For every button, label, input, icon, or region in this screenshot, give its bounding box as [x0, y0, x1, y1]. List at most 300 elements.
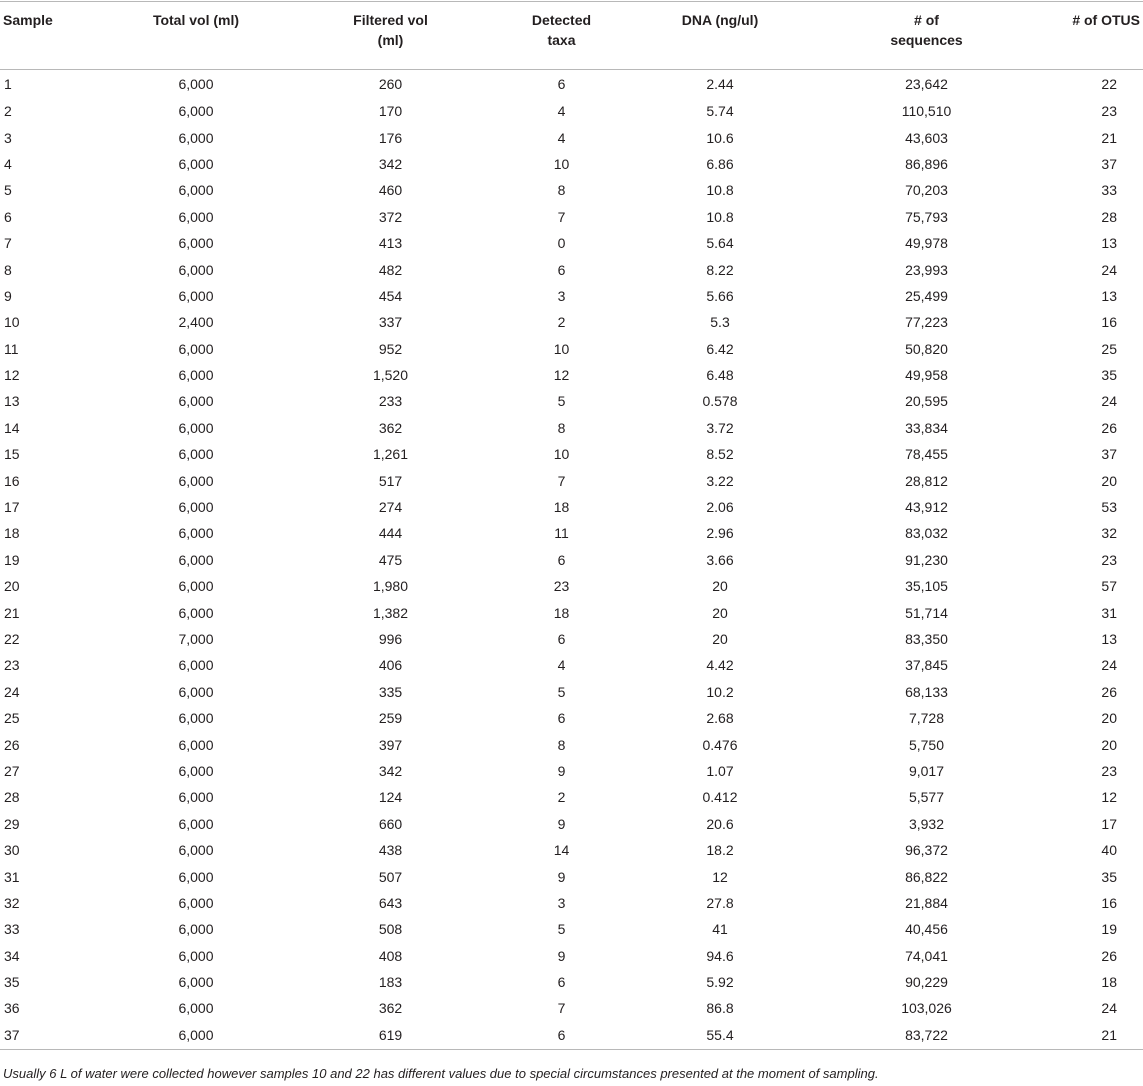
table-row — [0, 362, 1143, 388]
cell-dna: 12 — [712, 868, 728, 885]
table-footnote: Usually 6 L of water were collected however samples 10 and 22 has different values due to special circumstances presented at the moment of sampling. — [3, 1066, 879, 1081]
cell-otus: 13 — [1101, 631, 1117, 647]
cell-dna: 2.06 — [706, 499, 734, 516]
cell-sequences: 86,896 — [905, 155, 948, 172]
table-row — [0, 679, 1143, 705]
cell-total-vol: 6,000 — [178, 842, 214, 859]
cell-total-vol: 6,000 — [178, 367, 214, 384]
cell-detected-taxa: 6 — [557, 261, 566, 278]
header-row — [0, 0, 1143, 59]
cell-total-vol: 6,000 — [178, 155, 214, 172]
cell-dna: 2.96 — [706, 525, 734, 542]
cell-detected-taxa: 7 — [557, 472, 566, 489]
cell-dna: 6.86 — [706, 155, 734, 172]
cell-dna: 20 — [712, 578, 728, 595]
cell-sequences: 3,932 — [908, 815, 945, 832]
table-row — [0, 415, 1143, 441]
cell-detected-taxa: 6 — [557, 710, 566, 727]
cell-detected-taxa: 0 — [557, 235, 566, 252]
cell-otus: 40 — [1101, 842, 1117, 859]
cell-total-vol: 6,000 — [178, 789, 214, 806]
cell-detected-taxa: 9 — [557, 947, 566, 964]
cell-otus: 13 — [1101, 287, 1117, 304]
cell-detected-taxa: 5 — [557, 683, 566, 700]
cell-dna: 0.412 — [702, 789, 738, 806]
cell-sequences: 35,105 — [905, 578, 948, 595]
cell-otus: 24 — [1101, 1000, 1117, 1017]
cell-filtered-vol: 1,980 — [372, 578, 409, 595]
cell-detected-taxa: 3 — [557, 894, 566, 911]
table-row — [0, 177, 1143, 203]
cell-sequences: 20,595 — [905, 393, 948, 410]
cell-otus: 53 — [1101, 499, 1117, 516]
cell-filtered-vol: 176 — [378, 129, 403, 146]
table-row — [0, 441, 1143, 467]
cell-sequences: 7,728 — [908, 710, 945, 727]
cell-sample: 36 — [4, 1000, 20, 1017]
header-dna: DNA (ng/ul) — [681, 12, 759, 28]
cell-sequences: 74,041 — [905, 947, 948, 964]
cell-dna: 5.64 — [706, 235, 734, 252]
cell-dna: 10.6 — [706, 129, 734, 146]
cell-detected-taxa: 6 — [557, 1026, 566, 1043]
cell-otus: 31 — [1101, 604, 1117, 621]
cell-otus: 37 — [1101, 155, 1117, 172]
cell-otus: 26 — [1101, 947, 1117, 964]
cell-total-vol: 6,000 — [178, 710, 214, 727]
cell-filtered-vol: 406 — [378, 657, 403, 674]
cell-total-vol: 6,000 — [178, 1000, 214, 1017]
cell-dna: 8.52 — [706, 446, 734, 463]
cell-otus: 20 — [1101, 472, 1117, 489]
cell-filtered-vol: 444 — [378, 525, 403, 542]
cell-total-vol: 6,000 — [178, 235, 214, 252]
cell-sample: 35 — [4, 974, 20, 991]
cell-detected-taxa: 8 — [557, 736, 566, 753]
cell-total-vol: 6,000 — [178, 921, 214, 938]
cell-otus: 33 — [1101, 182, 1117, 199]
table-row — [0, 758, 1143, 784]
cell-detected-taxa: 2 — [557, 789, 566, 806]
cell-sample: 32 — [4, 894, 20, 911]
cell-total-vol: 6,000 — [178, 894, 214, 911]
cell-total-vol: 6,000 — [178, 419, 214, 436]
cell-dna: 5.3 — [710, 314, 730, 331]
cell-otus: 26 — [1101, 419, 1117, 436]
table-row — [0, 1022, 1143, 1048]
table-row — [0, 151, 1143, 177]
cell-total-vol: 6,000 — [178, 499, 214, 516]
cell-filtered-vol: 362 — [378, 1000, 403, 1017]
cell-otus: 16 — [1101, 314, 1117, 331]
cell-sample: 4 — [4, 155, 12, 172]
cell-sample: 6 — [4, 208, 12, 225]
cell-detected-taxa: 11 — [554, 525, 569, 542]
cell-detected-taxa: 23 — [553, 578, 570, 595]
table-row — [0, 837, 1143, 863]
cell-total-vol: 6,000 — [178, 287, 214, 304]
cell-sequences: 49,978 — [905, 235, 948, 252]
table-row — [0, 995, 1143, 1021]
cell-total-vol: 6,000 — [178, 578, 214, 595]
cell-sequences: 51,714 — [905, 604, 948, 621]
cell-sample: 26 — [4, 736, 20, 753]
cell-filtered-vol: 454 — [378, 287, 403, 304]
cell-sample: 18 — [4, 525, 20, 542]
cell-otus: 16 — [1101, 894, 1117, 911]
cell-sequences: 75,793 — [905, 208, 948, 225]
cell-detected-taxa: 18 — [553, 604, 570, 621]
cell-sequences: 23,642 — [905, 75, 948, 92]
cell-filtered-vol: 460 — [378, 182, 403, 199]
cell-filtered-vol: 342 — [378, 155, 403, 172]
cell-filtered-vol: 335 — [378, 683, 403, 700]
cell-sequences: 25,499 — [905, 287, 948, 304]
cell-detected-taxa: 3 — [557, 287, 566, 304]
cell-dna: 8.22 — [706, 261, 734, 278]
cell-sequences: 96,372 — [905, 842, 948, 859]
cell-detected-taxa: 9 — [557, 762, 566, 779]
table-row — [0, 124, 1143, 150]
cell-dna: 6.42 — [706, 340, 734, 357]
cell-total-vol: 6,000 — [178, 974, 214, 991]
cell-otus: 13 — [1101, 235, 1117, 252]
cell-filtered-vol: 507 — [378, 868, 403, 885]
table-row — [0, 599, 1143, 625]
cell-dna: 3.66 — [706, 551, 734, 568]
cell-filtered-vol: 408 — [378, 947, 403, 964]
cell-sequences: 40,456 — [905, 921, 948, 938]
cell-sequences: 49,958 — [905, 367, 948, 384]
cell-total-vol: 6,000 — [178, 1026, 214, 1043]
cell-sequences: 50,820 — [905, 340, 948, 357]
cell-otus: 35 — [1101, 367, 1117, 384]
cell-otus: 23 — [1101, 551, 1117, 568]
cell-dna: 0.578 — [702, 393, 738, 410]
table-row — [0, 520, 1143, 546]
cell-dna: 20 — [712, 604, 728, 621]
cell-otus: 18 — [1101, 974, 1117, 991]
cell-sample: 5 — [4, 182, 12, 199]
table-row — [0, 784, 1143, 810]
cell-dna: 55.4 — [706, 1026, 734, 1043]
cell-detected-taxa: 5 — [557, 921, 566, 938]
cell-detected-taxa: 7 — [557, 208, 566, 225]
cell-otus: 35 — [1101, 868, 1117, 885]
cell-total-vol: 6,000 — [178, 393, 214, 410]
table-row — [0, 916, 1143, 942]
cell-detected-taxa: 6 — [557, 551, 566, 568]
cell-dna: 1.07 — [706, 762, 734, 779]
cell-filtered-vol: 337 — [378, 314, 403, 331]
cell-sample: 14 — [4, 419, 20, 436]
cell-sample: 29 — [4, 815, 20, 832]
cell-sequences: 103,026 — [901, 1000, 952, 1017]
cell-filtered-vol: 1,261 — [372, 446, 409, 463]
cell-sample: 7 — [4, 235, 12, 252]
cell-filtered-vol: 124 — [378, 789, 403, 806]
cell-total-vol: 6,000 — [178, 340, 214, 357]
cell-dna: 10.8 — [706, 208, 734, 225]
cell-detected-taxa: 4 — [557, 657, 566, 674]
cell-filtered-vol: 643 — [378, 894, 403, 911]
cell-detected-taxa: 8 — [557, 182, 566, 199]
table-row — [0, 283, 1143, 309]
cell-filtered-vol: 372 — [378, 208, 403, 225]
table-row — [0, 388, 1143, 414]
table-row — [0, 652, 1143, 678]
cell-filtered-vol: 170 — [378, 103, 403, 120]
cell-sequences: 21,884 — [905, 894, 948, 911]
cell-sequences: 5,577 — [908, 789, 945, 806]
cell-dna: 3.72 — [706, 419, 734, 436]
cell-filtered-vol: 259 — [378, 710, 403, 727]
cell-sample: 13 — [4, 393, 20, 410]
cell-sample: 33 — [4, 921, 20, 938]
cell-sample: 37 — [4, 1026, 20, 1043]
cell-filtered-vol: 183 — [378, 974, 403, 991]
cell-dna: 20.6 — [706, 815, 734, 832]
cell-detected-taxa: 10 — [553, 446, 570, 463]
cell-sequences: 9,017 — [908, 762, 945, 779]
cell-sequences: 70,203 — [905, 182, 948, 199]
cell-total-vol: 6,000 — [178, 947, 214, 964]
cell-detected-taxa: 8 — [557, 419, 566, 436]
cell-dna: 94.6 — [706, 947, 734, 964]
cell-sequences: 5,750 — [908, 736, 945, 753]
cell-total-vol: 6,000 — [178, 103, 214, 120]
cell-total-vol: 6,000 — [178, 762, 214, 779]
cell-sample: 19 — [4, 551, 20, 568]
cell-filtered-vol: 482 — [378, 261, 403, 278]
cell-sample: 17 — [4, 499, 20, 516]
header-otus: # of OTUS — [1072, 12, 1140, 28]
cell-sample: 3 — [4, 129, 12, 146]
cell-otus: 19 — [1101, 921, 1117, 938]
cell-filtered-vol: 260 — [378, 75, 403, 92]
cell-total-vol: 6,000 — [178, 657, 214, 674]
cell-sequences: 83,032 — [905, 525, 948, 542]
cell-sample: 16 — [4, 472, 20, 489]
cell-filtered-vol: 362 — [378, 419, 403, 436]
cell-total-vol: 2,400 — [178, 314, 214, 331]
cell-sample: 31 — [4, 868, 20, 885]
cell-filtered-vol: 438 — [378, 842, 403, 859]
cell-sample: 25 — [4, 710, 20, 727]
cell-sample: 22 — [4, 631, 20, 647]
cell-sample: 21 — [4, 604, 20, 621]
cell-sample: 12 — [4, 367, 20, 384]
cell-sequences: 86,822 — [905, 868, 948, 885]
cell-detected-taxa: 6 — [557, 974, 566, 991]
cell-sequences: 68,133 — [905, 683, 948, 700]
cell-total-vol: 6,000 — [178, 736, 214, 753]
cell-sequences: 43,603 — [905, 129, 948, 146]
cell-dna: 5.74 — [706, 103, 734, 120]
cell-total-vol: 6,000 — [178, 472, 214, 489]
table-row — [0, 98, 1143, 124]
cell-sample: 28 — [4, 789, 20, 806]
cell-detected-taxa: 10 — [553, 340, 570, 357]
cell-detected-taxa: 7 — [557, 1000, 566, 1017]
cell-filtered-vol: 342 — [378, 762, 403, 779]
table-row — [0, 204, 1143, 230]
cell-dna: 27.8 — [706, 894, 734, 911]
table-row — [0, 467, 1143, 493]
cell-total-vol: 6,000 — [178, 525, 214, 542]
cell-otus: 20 — [1101, 710, 1117, 727]
cell-filtered-vol: 660 — [378, 815, 403, 832]
table-row — [0, 494, 1143, 520]
cell-sample: 23 — [4, 657, 20, 674]
cell-dna: 6.48 — [706, 367, 734, 384]
table-row — [0, 890, 1143, 916]
table-row — [0, 59, 1143, 98]
cell-total-vol: 6,000 — [178, 604, 214, 621]
cell-otus: 21 — [1101, 129, 1117, 146]
cell-sequences: 77,223 — [905, 314, 948, 331]
table-row — [0, 731, 1143, 757]
header-sequences: # of sequences — [890, 12, 963, 48]
cell-detected-taxa: 4 — [557, 103, 566, 120]
cell-dna: 4.42 — [706, 657, 734, 674]
cell-filtered-vol: 233 — [378, 393, 403, 410]
cell-sample: 1 — [4, 75, 12, 92]
cell-sample: 27 — [4, 762, 20, 779]
table-row — [0, 230, 1143, 256]
cell-otus: 24 — [1101, 657, 1117, 674]
cell-total-vol: 6,000 — [178, 261, 214, 278]
cell-sequences: 83,722 — [905, 1026, 948, 1043]
cell-filtered-vol: 413 — [378, 235, 403, 252]
cell-otus: 24 — [1101, 393, 1117, 410]
cell-filtered-vol: 508 — [378, 921, 403, 938]
header-sample: Sample — [3, 12, 53, 28]
cell-total-vol: 6,000 — [178, 208, 214, 225]
table-row — [0, 336, 1143, 362]
cell-detected-taxa: 6 — [557, 631, 566, 647]
cell-otus: 32 — [1101, 525, 1117, 542]
cell-sample: 30 — [4, 842, 20, 859]
cell-otus: 23 — [1101, 103, 1117, 120]
cell-total-vol: 7,000 — [178, 631, 214, 647]
cell-sample: 15 — [4, 446, 20, 463]
cell-total-vol: 6,000 — [178, 683, 214, 700]
cell-total-vol: 6,000 — [178, 868, 214, 885]
bottom-rule — [0, 1049, 1143, 1050]
cell-detected-taxa: 18 — [553, 499, 570, 516]
cell-sample: 11 — [4, 340, 19, 357]
cell-sequences: 78,455 — [905, 446, 948, 463]
cell-detected-taxa: 5 — [557, 393, 566, 410]
cell-dna: 20 — [712, 631, 728, 647]
table-row — [0, 943, 1143, 969]
cell-dna: 2.44 — [706, 75, 734, 92]
cell-sequences: 90,229 — [905, 974, 948, 991]
cell-sequences: 33,834 — [905, 419, 948, 436]
header-total-vol: Total vol (ml) — [152, 12, 240, 28]
cell-otus: 25 — [1101, 340, 1117, 357]
cell-sequences: 43,912 — [905, 499, 948, 516]
cell-sequences: 37,845 — [905, 657, 948, 674]
cell-sample: 34 — [4, 947, 20, 964]
header-detected-taxa: Detected taxa — [531, 12, 592, 48]
table-row — [0, 863, 1143, 889]
cell-dna: 0.476 — [702, 736, 738, 753]
table-row — [0, 573, 1143, 599]
cell-total-vol: 6,000 — [178, 75, 214, 92]
cell-dna: 86.8 — [706, 1000, 734, 1017]
table-row — [0, 309, 1143, 335]
cell-filtered-vol: 517 — [378, 472, 403, 489]
header-filtered-vol: Filtered vol (ml) — [353, 12, 428, 48]
cell-sequences: 91,230 — [905, 551, 948, 568]
cell-dna: 18.2 — [706, 842, 734, 859]
cell-otus: 37 — [1101, 446, 1117, 463]
cell-dna: 10.8 — [706, 182, 734, 199]
table-row — [0, 811, 1143, 837]
cell-total-vol: 6,000 — [178, 815, 214, 832]
cell-sample: 2 — [4, 103, 12, 120]
cell-dna: 5.66 — [706, 287, 734, 304]
cell-otus: 24 — [1101, 261, 1117, 278]
cell-otus: 28 — [1101, 208, 1117, 225]
cell-otus: 20 — [1101, 736, 1117, 753]
cell-detected-taxa: 6 — [557, 75, 566, 92]
cell-sample: 8 — [4, 261, 12, 278]
cell-dna: 10.2 — [706, 683, 734, 700]
cell-sequences: 83,350 — [905, 631, 948, 647]
cell-sequences: 23,993 — [905, 261, 948, 278]
cell-filtered-vol: 952 — [378, 340, 403, 357]
cell-filtered-vol: 274 — [378, 499, 403, 516]
cell-detected-taxa: 12 — [553, 367, 570, 384]
cell-total-vol: 6,000 — [178, 551, 214, 568]
cell-sequences: 110,510 — [901, 103, 952, 120]
cell-otus: 26 — [1101, 683, 1117, 700]
table-row — [0, 626, 1143, 652]
cell-detected-taxa: 9 — [557, 868, 566, 885]
cell-detected-taxa: 4 — [557, 129, 566, 146]
cell-detected-taxa: 10 — [553, 155, 570, 172]
cell-sequences: 28,812 — [905, 472, 948, 489]
table-row — [0, 705, 1143, 731]
cell-dna: 5.92 — [706, 974, 734, 991]
cell-sample: 10 — [4, 314, 20, 331]
cell-detected-taxa: 2 — [557, 314, 566, 331]
cell-otus: 17 — [1101, 815, 1117, 832]
cell-sample: 24 — [4, 683, 20, 700]
table-row — [0, 969, 1143, 995]
cell-otus: 21 — [1101, 1026, 1117, 1043]
cell-otus: 23 — [1101, 762, 1117, 779]
cell-detected-taxa: 9 — [557, 815, 566, 832]
cell-dna: 3.22 — [706, 472, 734, 489]
table-row — [0, 547, 1143, 573]
cell-filtered-vol: 1,520 — [372, 367, 409, 384]
cell-total-vol: 6,000 — [178, 129, 214, 146]
cell-total-vol: 6,000 — [178, 446, 214, 463]
cell-total-vol: 6,000 — [178, 182, 214, 199]
cell-filtered-vol: 996 — [378, 631, 403, 647]
cell-otus: 12 — [1101, 789, 1117, 806]
cell-otus: 57 — [1101, 578, 1117, 595]
cell-otus: 22 — [1101, 75, 1117, 92]
cell-filtered-vol: 475 — [378, 551, 403, 568]
cell-sample: 20 — [4, 578, 20, 595]
cell-filtered-vol: 1,382 — [372, 604, 409, 621]
cell-filtered-vol: 397 — [378, 736, 403, 753]
